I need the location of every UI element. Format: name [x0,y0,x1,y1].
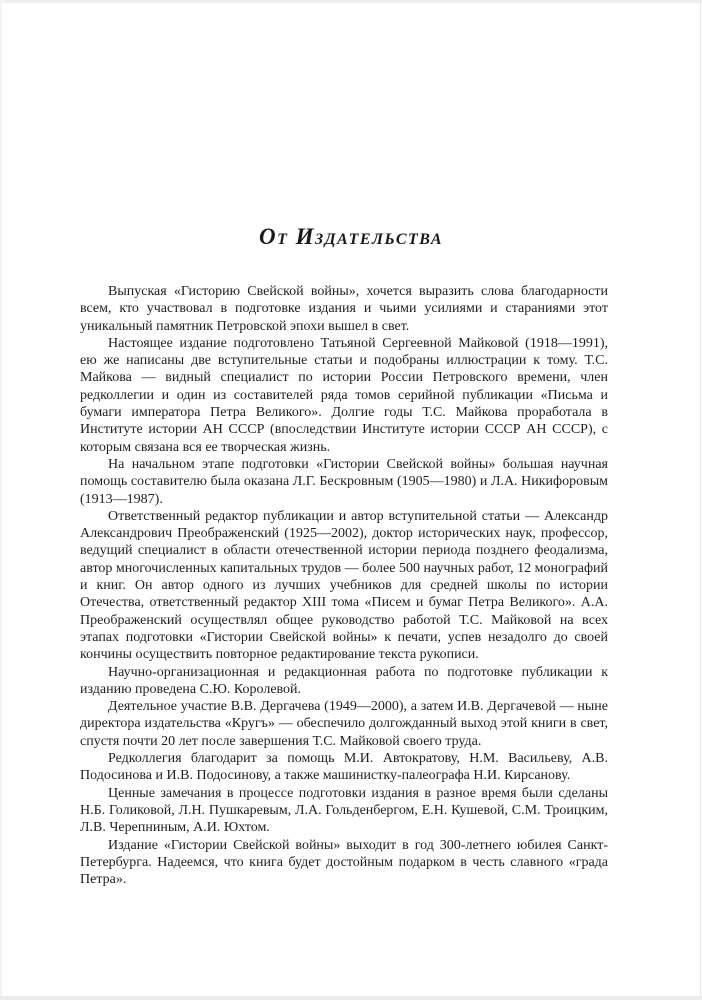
paragraph-6: Деятельное участие В.В. Дергачева (1949—2000), а затем И.В. Дергачевой — ныне директора издательства «Кругъ» — обеспечило долгожданный выход этой книги в свет, спустя почти 20 лет после завершения Т.С. Майковой своего труда. [80,699,608,749]
paragraph-1: Выпуская «Гисторию Свейской войны», хочется выразить слова благодарности всем, кто участвовал в подготовке издания и чьими усилиями и стараниями этот уникальный памятник Петровской эпохи вышел в свет. [80,284,608,334]
paragraph-3: На начальном этапе подготовки «Гистории Свейской войны» большая научная помощь составителю была оказана Л.Г. Бескровным (1905—1980) и Л.А. Никифоровым (1913—1987). [80,456,608,507]
paragraph-9: Издание «Гистории Свейской войны» выходит в год 300-летнего юбилея Санкт-Петербурга. Надеемся, что книга будет достойным подарком в честь славного «града Петра». [80,837,608,888]
text-block [80,283,608,888]
scan-edge-bottom [0,996,702,1000]
paragraph-7: Редколлегия благодарит за помощь М.И. Автократову, Н.М. Васильеву, А.В. Подосинова и И.В. Подосинову, а также машинистку-палеографа Н.И. Кирсанову. [80,751,608,784]
page-title: От Издательства [258,224,444,249]
paragraph-4: Ответственный редактор публикации и автор вступительной статьи — Александр Александрович Преображенский (1925—2002), доктор исторических наук, профессор, ведущий специалист в области отечественной истории периода позднего феодализма, автор многочисленных капитальных трудов — более 500 научных работ, 12 монографий и книг. Он автор одного из лучших учебников для средней школы по истории Отечества, ответственный редактор XIII тома «Писем и бумаг Петра Великого». А.А. Преображенский осуществлял общее руководство работой Т.С. Майковой на всех этапах подготовки «Гистории Свейской войны» к печати, успев незадолго до своей кончины осуществить повторное редактирование текста рукописи. [80,508,608,663]
scan-edge-right [700,0,701,1000]
scan-edge-left [0,0,2,1000]
scan-edge-top [0,0,702,3]
paragraph-5: Научно-организационная и редакционная работа по подготовке публикации к изданию проведена С.Ю. Королевой. [80,664,608,697]
paragraph-8: Ценные замечания в процессе подготовки издания в разное время были сделаны Н.Б. Голиковой, Л.Н. Пушкаревым, Л.А. Гольденбергом, Е.Н. Кушевой, С.М. Троицким, Л.В. Черепниным, А.И. Юхтом. [80,785,608,836]
paragraph-2: Настоящее издание подготовлено Татьяной Сергеевной Майковой (1918—1991), ею же написаны две вступительные статьи и подобраны иллюстрации к тому. Т.С. Майкова — видный специалист по истории России Петровского времени, член редколлегии и один из составителей ряда томов серийной публикации «Письма и бумаги императора Петра Великого». Долгие годы Т.С. Майкова проработала в Институте истории АН СССР (впоследствии Институте истории СССР АН СССР), с которым связана вся ее творческая жизнь. [80,335,608,455]
